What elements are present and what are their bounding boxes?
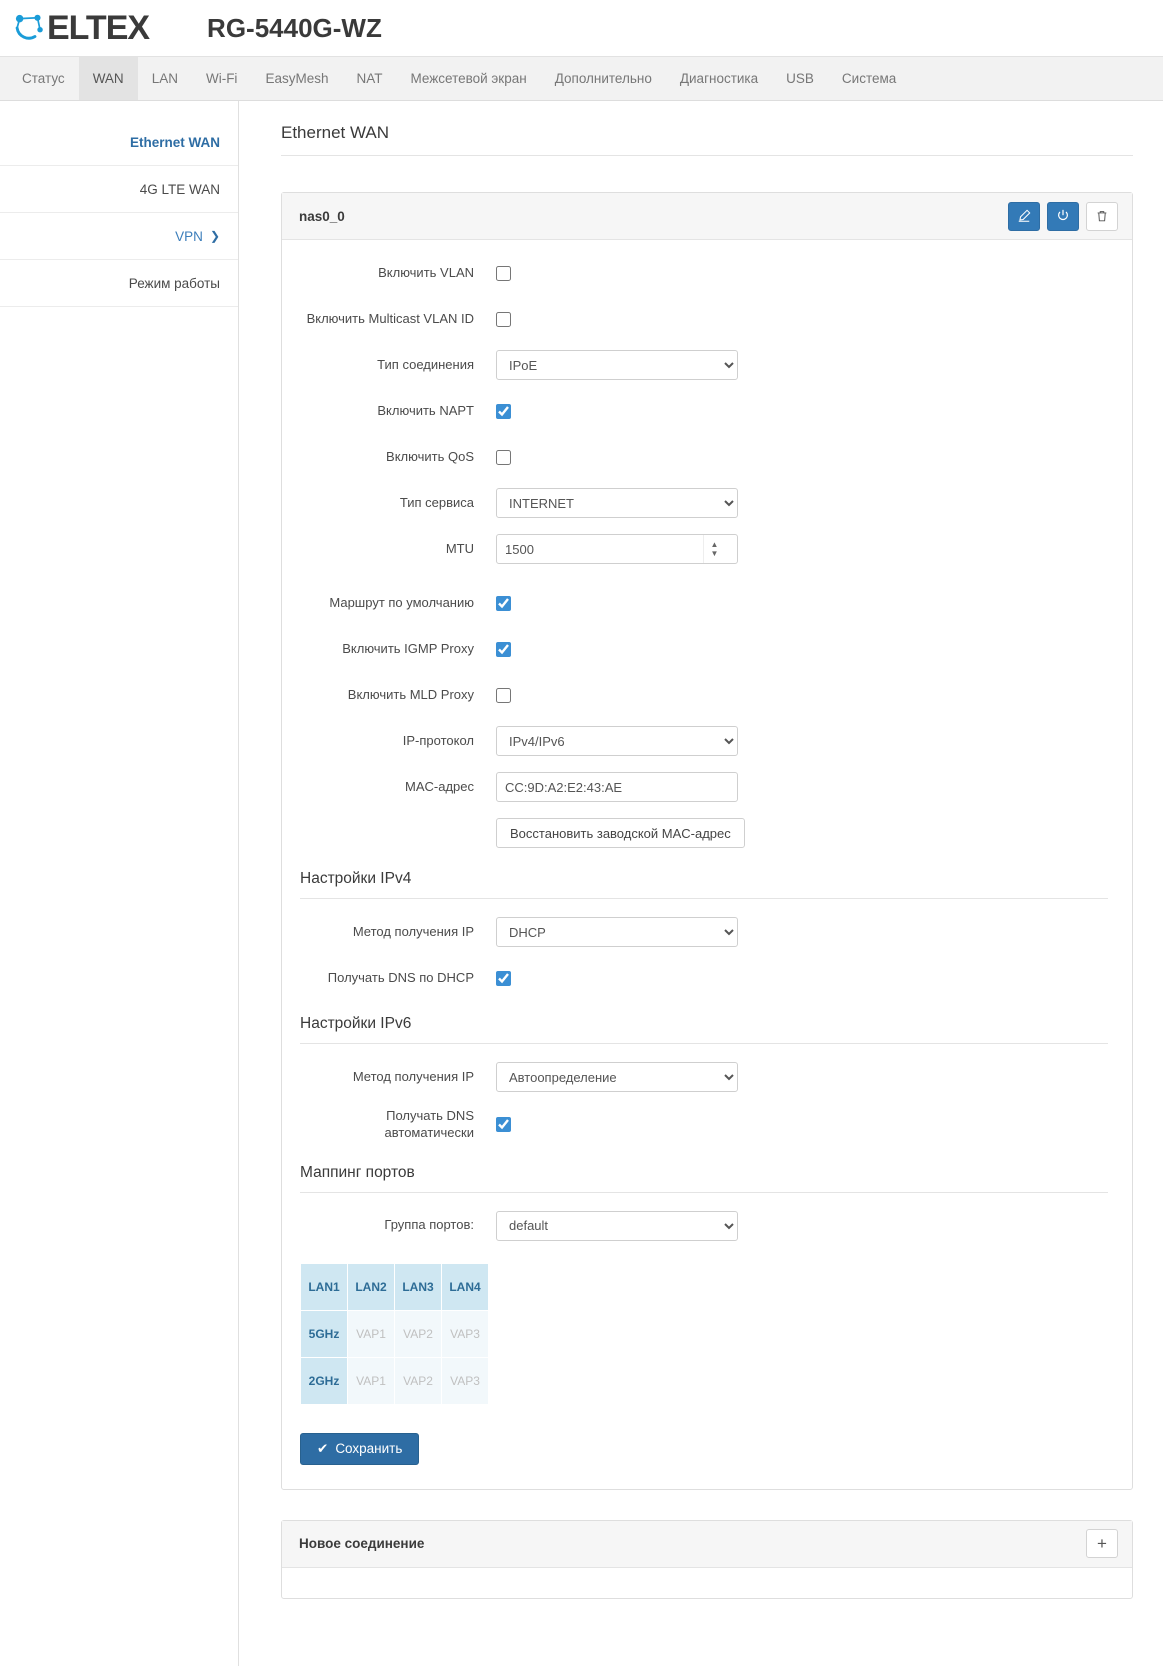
- nav-item-wan[interactable]: WAN: [79, 57, 138, 100]
- port-cell-5ghz-label[interactable]: 5GHz: [301, 1310, 348, 1357]
- panel-actions: [1008, 202, 1118, 231]
- port-cell-lan2[interactable]: LAN2: [348, 1263, 395, 1310]
- label-ipv6-dns: Получать DNS автоматически: [384, 1108, 474, 1140]
- label-enable-qos: Включить QoS: [386, 448, 474, 464]
- row-enable-vlan: [300, 258, 1108, 288]
- sidebar: [0, 101, 239, 1666]
- sidebar-item-label: Ethernet WAN: [129, 134, 220, 150]
- mtu-stepper[interactable]: [496, 534, 738, 564]
- mac-address-input[interactable]: [496, 772, 738, 802]
- check-icon: ✔: [317, 1440, 329, 1456]
- mtu-spinner-icon[interactable]: ▲ ▼: [703, 535, 725, 563]
- eltex-logo: [12, 11, 149, 45]
- panel-body: [282, 240, 1132, 1489]
- port-mapping-grid: [300, 1263, 489, 1405]
- row-ipv4-dns: [300, 963, 1108, 993]
- port-cell-2ghz-label[interactable]: 2GHz: [301, 1357, 348, 1404]
- mtu-input[interactable]: [497, 535, 703, 563]
- label-mtu: MTU: [445, 540, 474, 556]
- sidebar-item-4g-lte-wan[interactable]: [0, 166, 238, 213]
- sidebar-item-vpn[interactable]: [0, 213, 238, 260]
- enable-vlan-checkbox[interactable]: [496, 266, 511, 281]
- port-cell-5ghz-vap1[interactable]: VAP1: [348, 1310, 395, 1357]
- row-mtu: [300, 534, 1108, 564]
- label-enable-napt: Включить NAPT: [377, 402, 474, 418]
- nav-item-lan[interactable]: LAN: [151, 71, 178, 86]
- row-ipv4-method: [300, 917, 1108, 947]
- label-port-group: Группа портов:: [384, 1217, 474, 1233]
- label-ipv4-method: Метод получения IP: [352, 923, 474, 939]
- panel-header: [282, 193, 1132, 240]
- row-port-group: [300, 1211, 1108, 1241]
- ipv6-method-select[interactable]: [496, 1062, 738, 1092]
- row-mld-proxy: [300, 680, 1108, 710]
- wan-connection-panel: [281, 192, 1133, 1490]
- save-button[interactable]: [300, 1433, 419, 1465]
- default-route-checkbox[interactable]: [496, 596, 511, 611]
- nav-item-diagnostics[interactable]: Диагностика: [679, 71, 759, 86]
- page-body: [0, 101, 1163, 1666]
- ip-protocol-select[interactable]: [496, 726, 738, 756]
- row-ip-protocol: [300, 726, 1108, 756]
- sidebar-item-ethernet-wan[interactable]: [0, 119, 238, 166]
- row-ipv6-dns: [300, 1108, 1108, 1142]
- port-cell-lan1[interactable]: LAN1: [301, 1263, 348, 1310]
- ipv4-dns-checkbox[interactable]: [496, 971, 511, 986]
- device-model-title: RG-5440G-WZ: [207, 12, 382, 43]
- save-button-label: Сохранить: [335, 1441, 403, 1457]
- plus-icon[interactable]: +: [1086, 1529, 1118, 1558]
- label-mld-proxy: Включить MLD Proxy: [347, 686, 474, 702]
- main-navigation: [0, 56, 1163, 101]
- nav-item-status[interactable]: Статус: [22, 71, 65, 86]
- label-ipv4-dns: Получать DNS по DHCP: [327, 969, 474, 985]
- label-connection-type: Тип соединения: [377, 356, 474, 372]
- mld-proxy-checkbox[interactable]: [496, 688, 511, 703]
- row-ipv6-method: [300, 1062, 1108, 1092]
- row-connection-type: [300, 350, 1108, 380]
- edit-icon[interactable]: [1008, 202, 1040, 231]
- port-cell-5ghz-vap2[interactable]: VAP2: [395, 1310, 442, 1357]
- port-cell-2ghz-vap2[interactable]: VAP2: [395, 1357, 442, 1404]
- connection-name: nas0_0: [299, 208, 345, 224]
- sidebar-item-label: 4G LTE WAN: [139, 181, 220, 197]
- nav-item-easymesh[interactable]: EasyMesh: [265, 71, 329, 86]
- label-enable-multicast-vlan: Включить Multicast VLAN ID: [306, 310, 474, 326]
- chevron-right-icon: ❯: [209, 229, 220, 243]
- label-service-type: Тип сервиса: [399, 494, 474, 510]
- brand-name: ELTEX: [47, 9, 150, 47]
- nav-item-firewall[interactable]: Межсетевой экран: [410, 71, 527, 86]
- row-enable-qos: [300, 442, 1108, 472]
- enable-multicast-vlan-checkbox[interactable]: [496, 312, 511, 327]
- page-title: Ethernet WAN: [281, 123, 1133, 156]
- port-cell-lan4[interactable]: LAN4: [442, 1263, 489, 1310]
- sidebar-item-label: VPN: [175, 228, 203, 244]
- connection-type-select[interactable]: [496, 350, 738, 380]
- label-ipv6-method: Метод получения IP: [352, 1068, 474, 1084]
- igmp-proxy-checkbox[interactable]: [496, 642, 511, 657]
- row-enable-napt: [300, 396, 1108, 426]
- row-service-type: [300, 488, 1108, 518]
- nav-item-additional[interactable]: Дополнительно: [554, 71, 652, 86]
- label-ip-protocol: IP-протокол: [402, 732, 474, 748]
- row-restore-mac: [300, 818, 1108, 848]
- section-title-ipv4: Настройки IPv4: [300, 864, 1108, 899]
- port-cell-2ghz-vap1[interactable]: VAP1: [348, 1357, 395, 1404]
- section-title-port-mapping: Маппинг портов: [300, 1158, 1108, 1193]
- port-cell-5ghz-vap3[interactable]: VAP3: [442, 1310, 489, 1357]
- main-content: [239, 101, 1163, 1666]
- row-mac-address: [300, 772, 1108, 802]
- sidebar-item-label: Режим работы: [128, 275, 220, 291]
- label-mac-address: MAC-адрес: [405, 778, 474, 794]
- nav-item-nat[interactable]: NAT: [356, 71, 383, 86]
- section-title-ipv6: Настройки IPv6: [300, 1009, 1108, 1044]
- port-cell-lan3[interactable]: LAN3: [395, 1263, 442, 1310]
- app-header: [0, 0, 1163, 56]
- ipv4-method-select[interactable]: [496, 917, 738, 947]
- service-type-select[interactable]: [496, 488, 738, 518]
- new-connection-header: [282, 1521, 1132, 1568]
- new-connection-title: Новое соединение: [299, 1536, 425, 1552]
- port-cell-2ghz-vap3[interactable]: VAP3: [442, 1357, 489, 1404]
- port-group-select[interactable]: [496, 1211, 738, 1241]
- enable-napt-checkbox[interactable]: [496, 404, 511, 419]
- delete-icon[interactable]: [1086, 202, 1118, 231]
- ports-row-2ghz: [301, 1357, 489, 1404]
- label-enable-vlan: Включить VLAN: [378, 264, 474, 280]
- eltex-logo-icon: [12, 11, 46, 45]
- ports-row-lan: [301, 1263, 489, 1310]
- label-default-route: Маршрут по умолчанию: [329, 594, 474, 610]
- label-igmp-proxy: Включить IGMP Proxy: [342, 640, 474, 656]
- row-igmp-proxy: [300, 634, 1108, 664]
- sidebar-item-operation-mode[interactable]: [0, 260, 238, 307]
- nav-item-usb[interactable]: USB: [786, 71, 814, 86]
- row-enable-multicast-vlan: [300, 304, 1108, 334]
- nav-item-wifi[interactable]: Wi-Fi: [205, 71, 238, 86]
- new-connection-body: [282, 1568, 1132, 1598]
- power-icon[interactable]: [1047, 202, 1079, 231]
- ipv6-dns-checkbox[interactable]: [496, 1117, 511, 1132]
- restore-factory-mac-button[interactable]: Восстановить заводской MAC-адрес: [496, 818, 745, 848]
- row-default-route: [300, 588, 1108, 618]
- new-connection-panel: [281, 1520, 1133, 1599]
- enable-qos-checkbox[interactable]: [496, 450, 511, 465]
- nav-item-system[interactable]: Система: [841, 71, 897, 86]
- ports-row-5ghz: [301, 1310, 489, 1357]
